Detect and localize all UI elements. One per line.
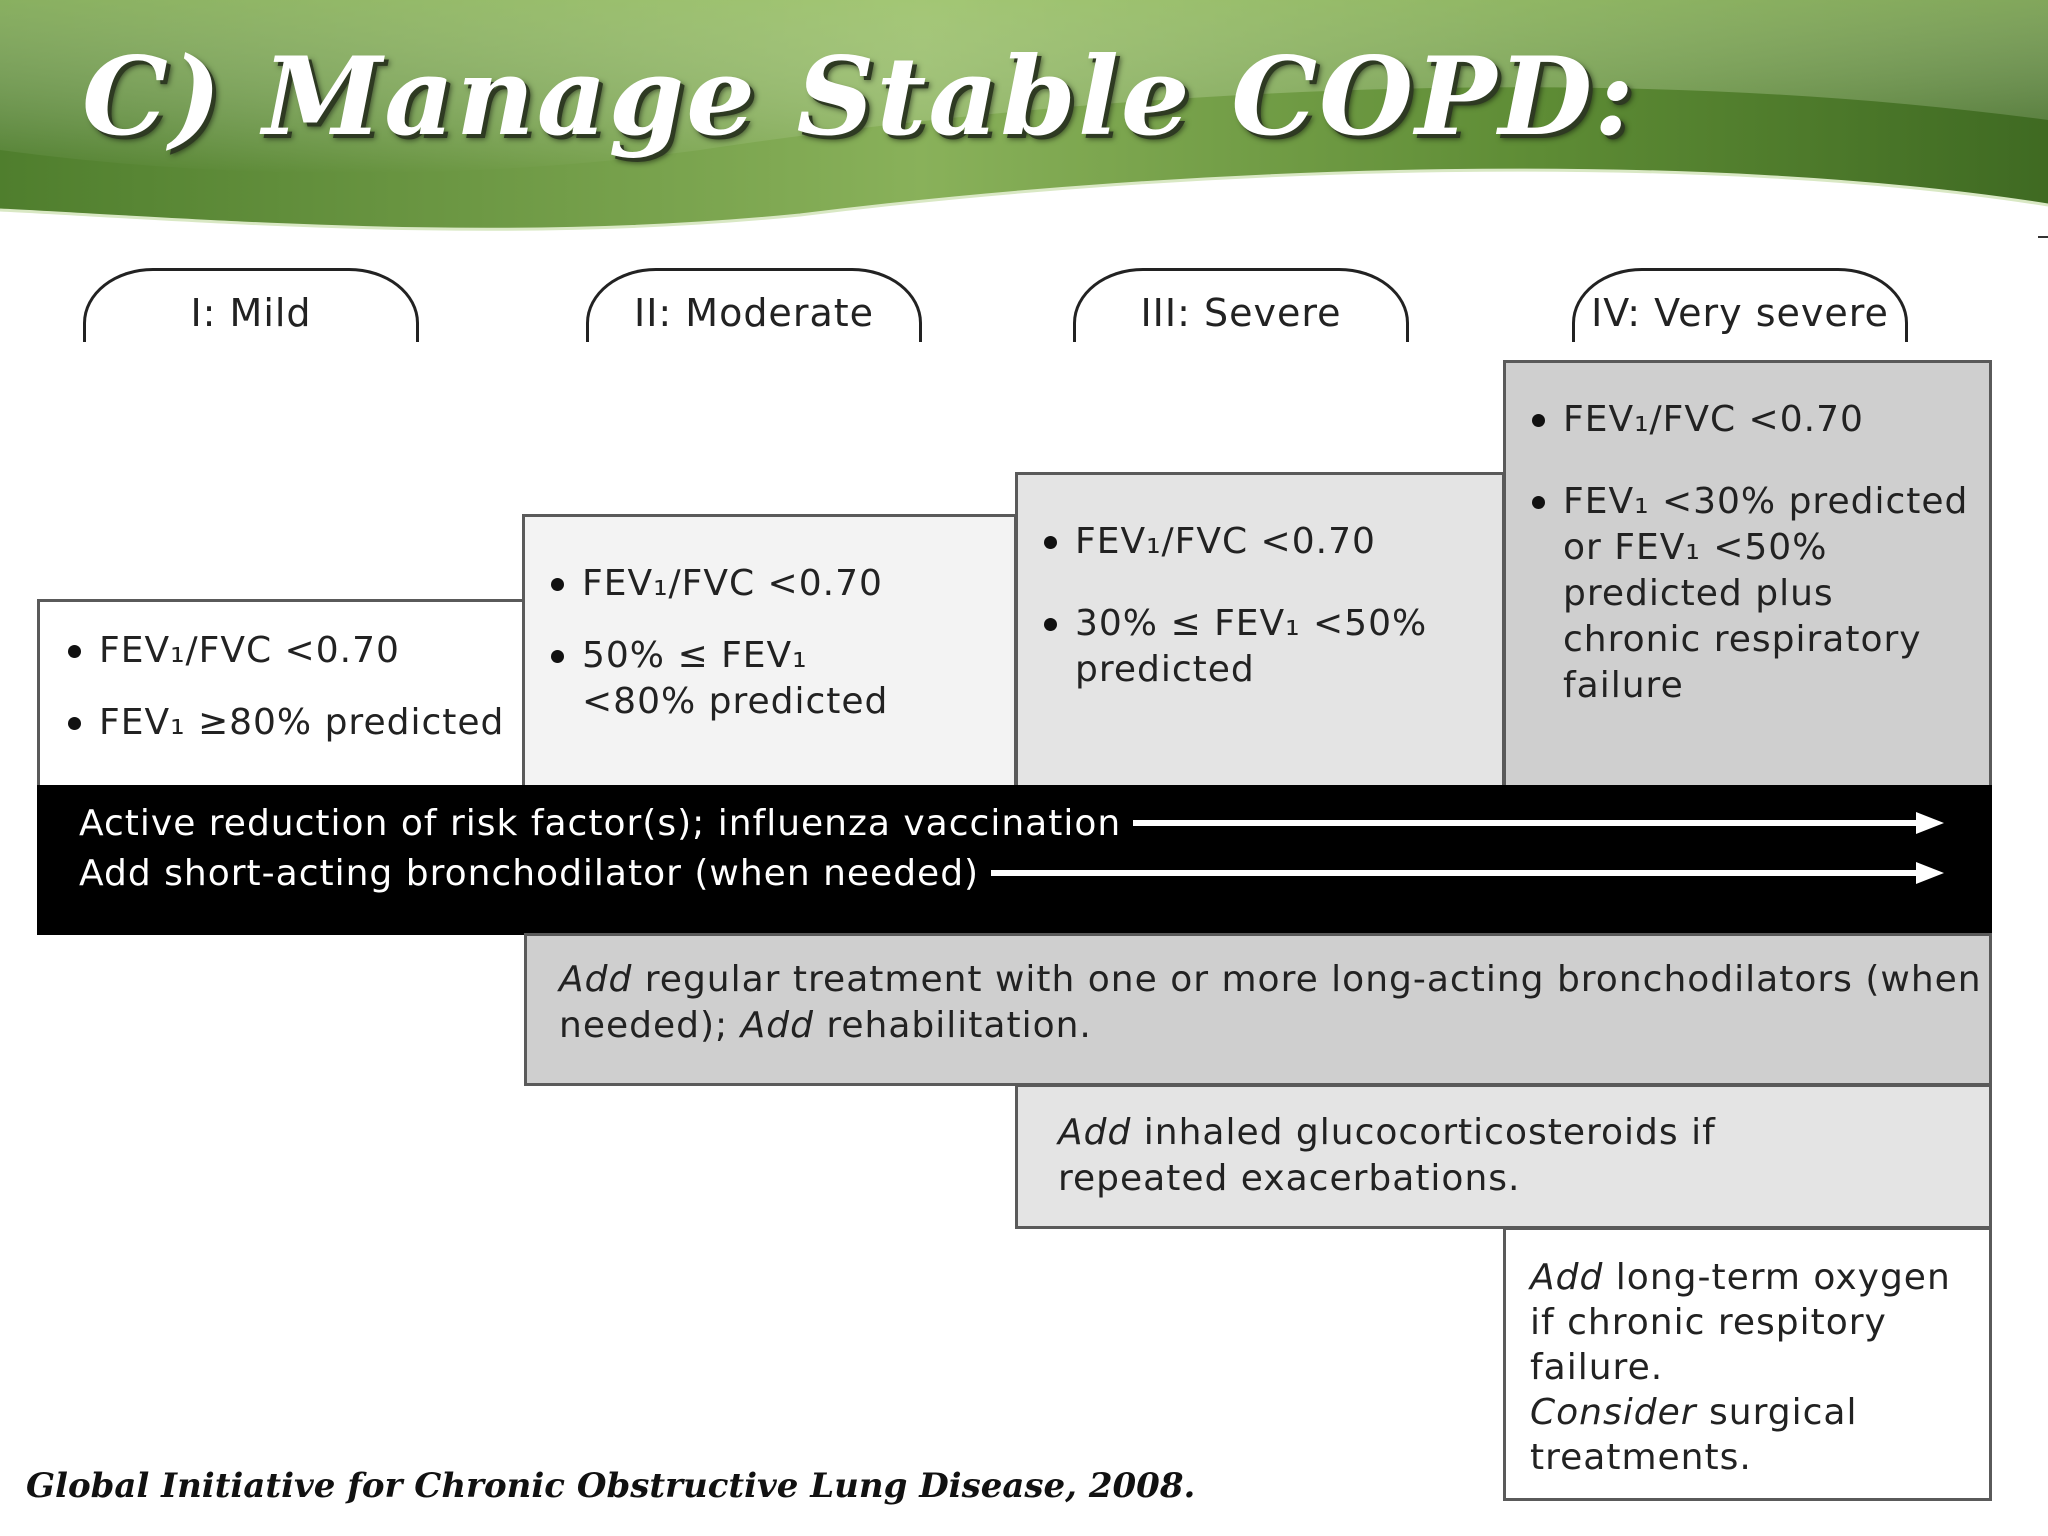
stage-tab-severe: III: Severe bbox=[1073, 268, 1409, 342]
treatment-short-acting: Add short-acting bronchodilator (when needed) bbox=[79, 852, 980, 894]
all-stages-treatment-bar bbox=[37, 785, 1992, 935]
treatment-risk-reduction: Active reduction of risk factor(s); influenza vaccination bbox=[79, 802, 1122, 844]
citation: Global Initiative for Chronic Obstructive Lung Disease, 2008. bbox=[26, 1466, 1196, 1506]
consider-keyword: Consider bbox=[1530, 1392, 1697, 1433]
criteria-box-very-severe bbox=[1503, 360, 1992, 785]
right-arrow-icon bbox=[1133, 820, 1920, 826]
treatment-step-glucocorticosteroids bbox=[1015, 1084, 1992, 1229]
criteria-item: 30% ≤ FEV₁ <50% predicted bbox=[1042, 601, 1445, 693]
criteria-item: FEV₁/FVC <0.70 bbox=[1530, 397, 1989, 443]
add-keyword: Add bbox=[740, 1005, 814, 1046]
slide-title: C) Manage Stable COPD: bbox=[82, 34, 1636, 160]
treatment-text: surgical treatments. bbox=[1530, 1392, 1858, 1478]
treatment-row bbox=[79, 847, 1942, 899]
treatment-row bbox=[79, 797, 1942, 849]
add-keyword: Add bbox=[1058, 1112, 1132, 1153]
treatment-text: long-term oxygen if chronic respitory failure. bbox=[1530, 1257, 1951, 1388]
right-arrow-icon bbox=[991, 870, 1920, 876]
treatment-text: rehabilitation. bbox=[813, 1005, 1092, 1046]
stage-tab-moderate: II: Moderate bbox=[586, 268, 922, 342]
stage-tab-very-severe: IV: Very severe bbox=[1572, 268, 1908, 342]
criteria-item: FEV₁/FVC <0.70 bbox=[66, 628, 522, 674]
edge-tick bbox=[2038, 236, 2048, 238]
add-keyword: Add bbox=[1530, 1257, 1604, 1298]
add-keyword: Add bbox=[559, 959, 633, 1000]
treatment-step-long-acting bbox=[524, 933, 1992, 1086]
criteria-item: FEV₁ <30% predicted or FEV₁ <50% predicted plus chronic respiratory failure bbox=[1530, 479, 1983, 709]
criteria-item: FEV₁/FVC <0.70 bbox=[1042, 519, 1502, 565]
criteria-item: FEV₁/FVC <0.70 bbox=[549, 561, 1014, 607]
criteria-item: 50% ≤ FEV₁ <80% predicted bbox=[549, 633, 902, 725]
criteria-box-moderate bbox=[522, 514, 1017, 785]
criteria-box-severe bbox=[1015, 472, 1505, 785]
criteria-item: FEV₁ ≥80% predicted bbox=[66, 700, 522, 746]
treatment-text: inhaled glucocorticosteroids if repeated exacerbations. bbox=[1058, 1112, 1716, 1199]
treatment-step-oxygen bbox=[1503, 1227, 1992, 1501]
title-banner bbox=[0, 0, 2048, 235]
treatment-text: regular treatment with one or more long-acting bronchodilators (when needed); bbox=[559, 959, 1982, 1046]
stage-tab-mild: I: Mild bbox=[83, 268, 419, 342]
criteria-box-mild bbox=[37, 599, 525, 785]
